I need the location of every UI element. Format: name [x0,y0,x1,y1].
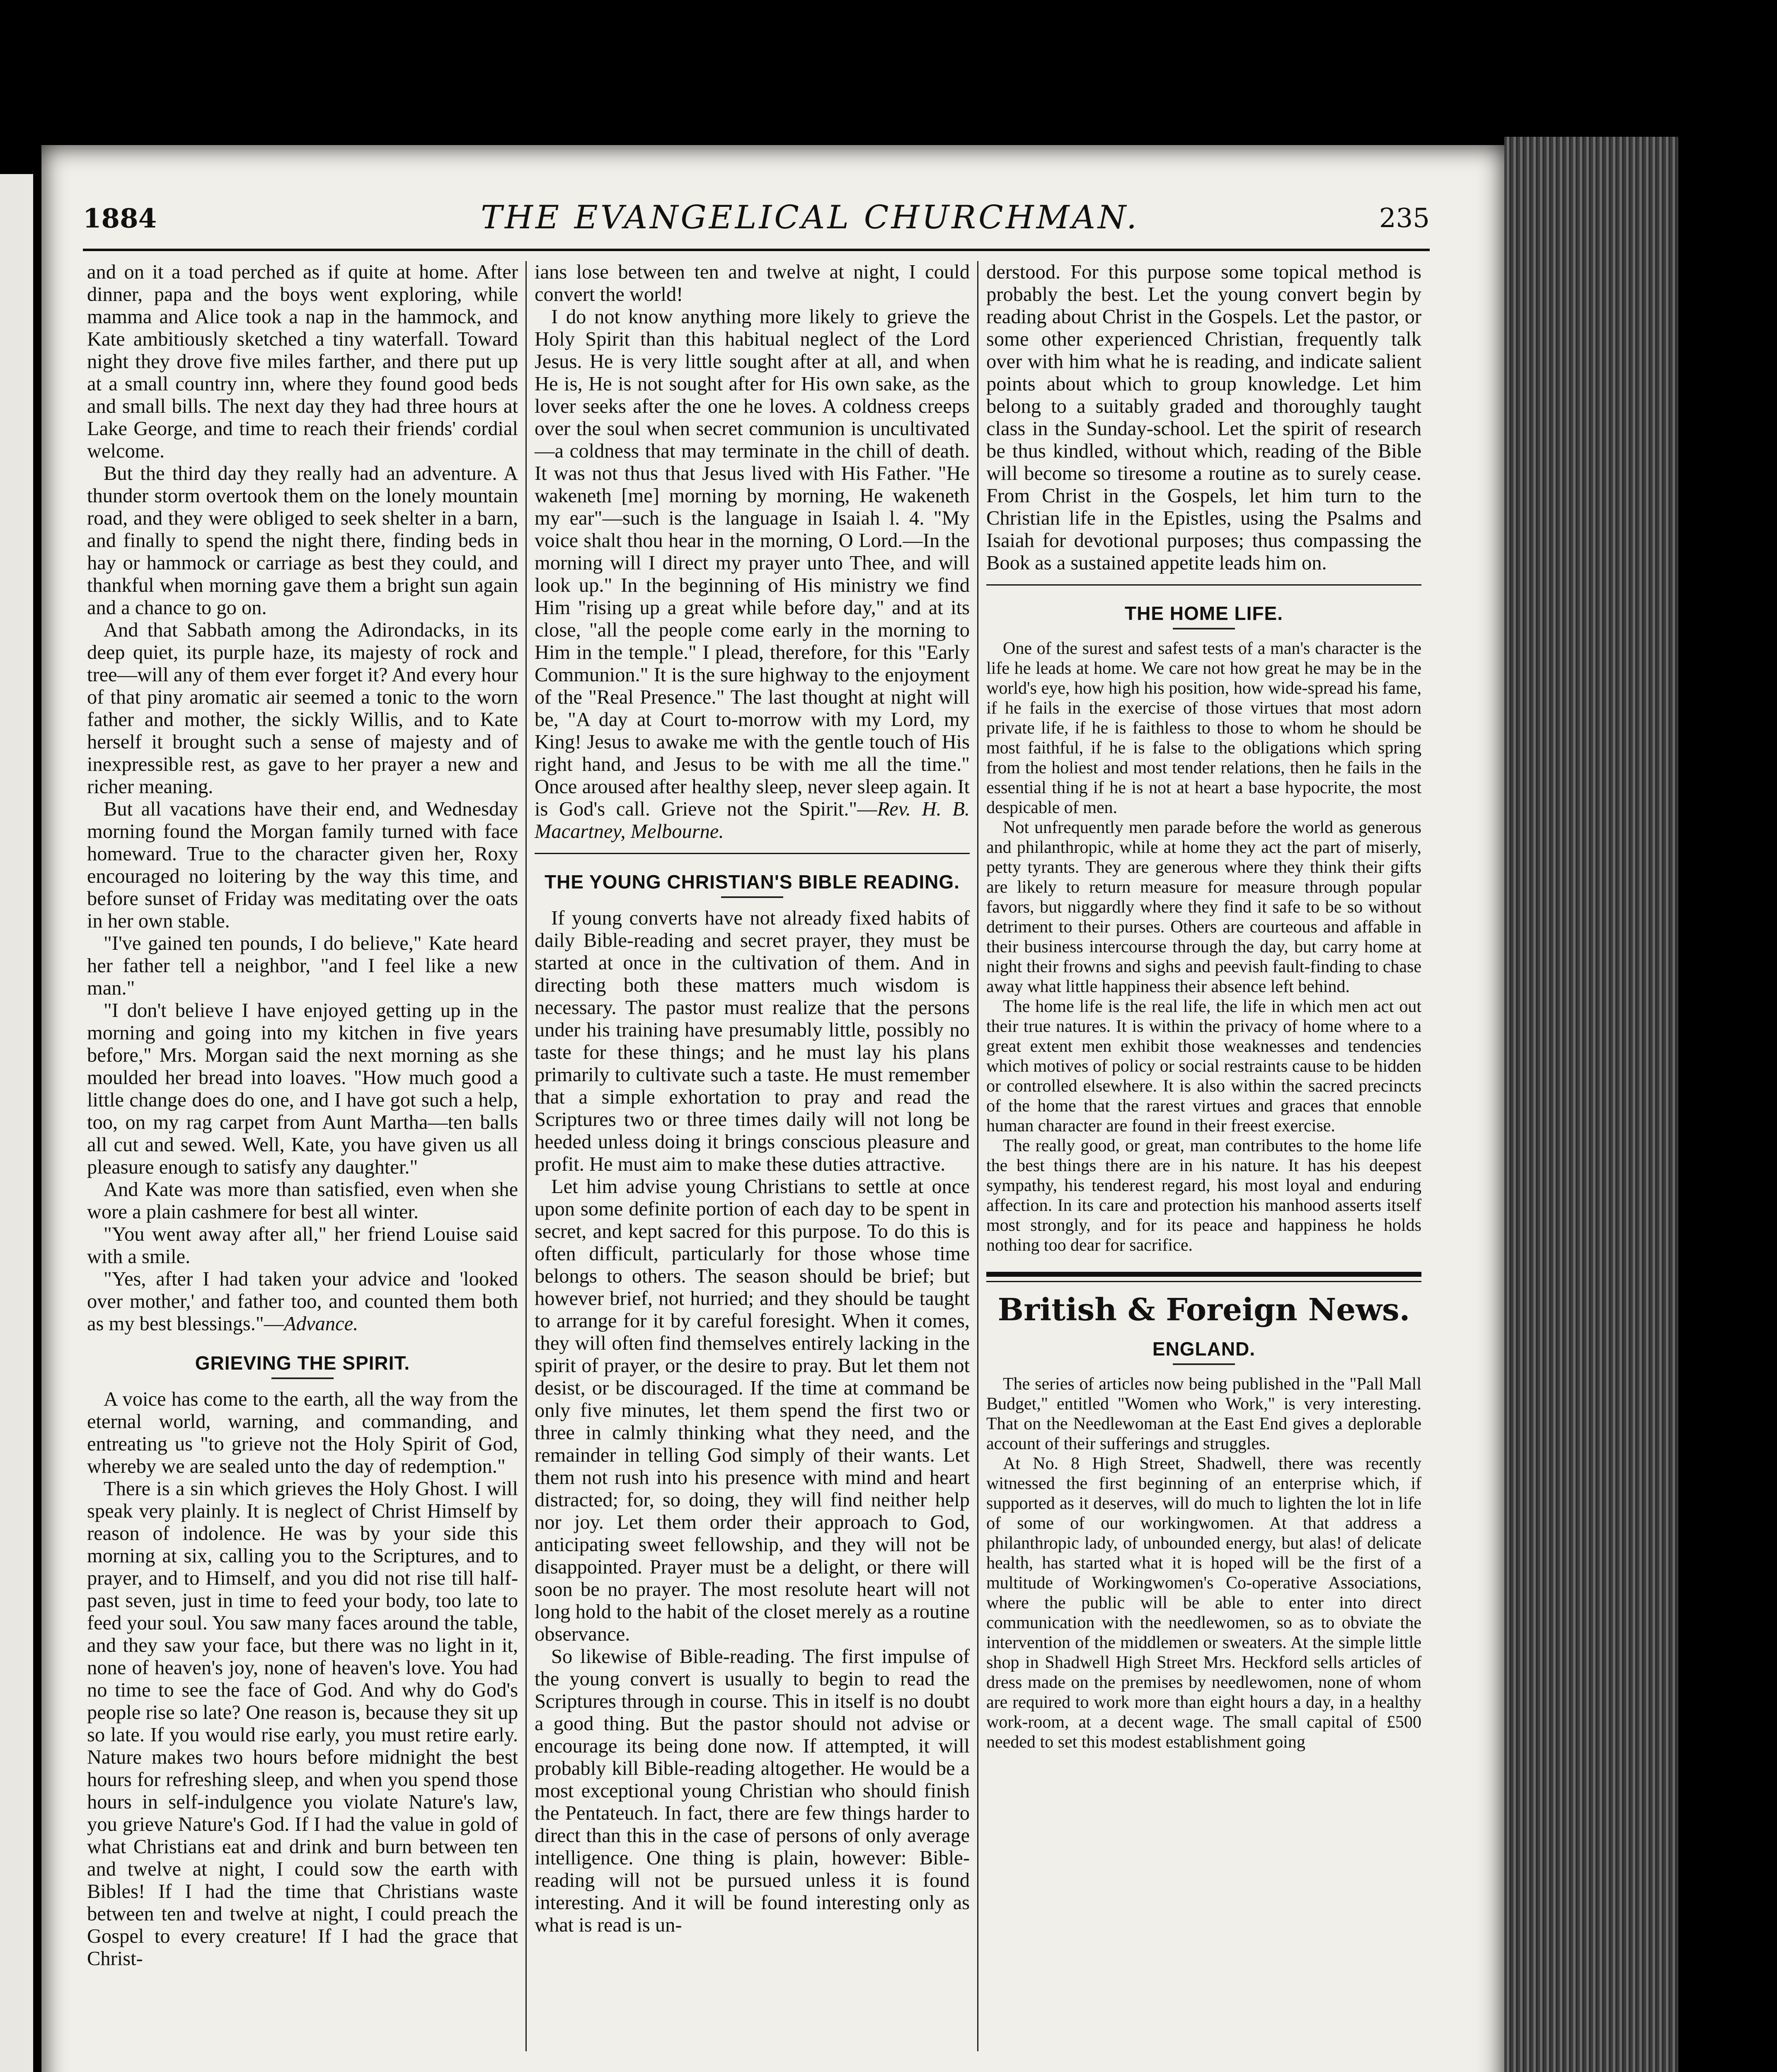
source-attribution: Advance. [284,1313,358,1335]
paragraph: And Kate was more than satisfied, even when she wore a plain cashmere for best all winter. [87,1179,518,1223]
paragraph: Let him advise young Christians to settle at once upon some definite portion of each day to be spent in secret, and kept sacred for this purpose. To do this is often difficult, particularly for those whose time belongs to others. The season should be brief; but however brief, not hurried; and they should be taught to arrange for it by careful foresight. When it comes, they will often find themselves entirely lacking in the spirit of prayer, or the desire to pray. But let them not desist, or be discouraged. If the time at command be only five minutes, let them spend the first two or three in calmly thinking what they need, and the remainder in telling God simply of their wants. Let them not rush into his presence with mind and heart distracted; for, so doing, they will find neither help nor joy. Let them order their approach to God, anticipating sweet fellowship, and they will not be disappointed. Prayer must be a delight, or there will soon be no prayer. The most resolute heart will not long hold to the habit of the closet merely as a routine observance. [535,1176,970,1645]
heading-rule [721,896,783,898]
header-page-number: 235 [1379,203,1430,234]
paragraph: "I've gained ten pounds, I do believe," Kate heard her father tell a neighbor, "and I feel like a new man." [87,932,518,999]
book-page-edges [1504,137,1678,2072]
heading-rule [271,1377,334,1379]
heading-rule [1173,628,1235,629]
source-attribution: Rev. H. B. Macartney, Melbourne. [535,798,970,842]
paragraph: The series of articles now being published in the "Pall Mall Budget," entitled "Women who Work," is very interesting. That on the Needlewoman at the East End gives a deplorable account of their sufferings and struggles. [986,1375,1421,1453]
subsection-heading: ENGLAND. [1152,1338,1256,1360]
paragraph: and on it a toad perched as if quite at home. After dinner, papa and the boys went exploring, while mamma and Alice took a nap in the hammock, and Kate ambitiously sketched a tiny waterfall. Toward night they drove five miles farther, and there put up at a small country inn, where they found good beds and small bills. The next day they had three hours at Lake George, and time to reach their friends' cordial welcome. [87,261,518,462]
running-header [83,195,1430,240]
header-title: THE EVANGELICAL CHURCHMAN. [481,199,1139,236]
paragraph: "I don't believe I have enjoyed getting up in the morning and going into my kitchen in five years before," Mrs. Morgan said the next morning as she moulded her bread into loaves. "How much good a little change does do one, and I have got such a help, too, on my rag carpet from Aunt Martha—ten balls all cut and sewed. Well, Kate, you have given us all pleasure enough to satisfy any daughter." [87,1000,518,1178]
paragraph: derstood. For this purpose some topical method is probably the best. Let the young convert begin by reading about Christ in the Gospels. Let the pastor, or some other experienced Christian, frequently talk over with him what he is reading, and indicate salient points about which to group knowledge. Let him belong to a suitably graded and thoroughly taught class in the Sunday-school. Let the spirit of research be thus kindled, without which, reading of the Bible will become so tiresome a routine as to surely cease. From Christ in the Gospels, let him turn to the Christian life in the Epistles, using the Psalms and Isaiah for devotional purposes; thus compassing the Book as a sustained appetite leads him on. [986,261,1421,574]
paragraph [87,1268,518,1335]
paragraph: But the third day they really had an adventure. A thunder storm overtook them on the lonely mountain road, and they were obliged to seek shelter in a barn, and finally to spend the night there, finding beds in hay or hammock or carriage as best they could, and thankful when morning gave them a bright sun again and a chance to go on. [87,462,518,619]
news-rule-thick [986,1272,1421,1277]
news-heading: British & Foreign News. [997,1292,1410,1328]
paragraph: There is a sin which grieves the Holy Ghost. I will speak very plainly. It is neglect of Christ Himself by reason of indolence. He was by your side this morning at six, calling you to the Scriptures, and to prayer, and to Himself, and you did not rise till half-past seven, just in time to feed your body, too late to feed your soul. You saw many faces around the table, and they saw your face, but there was no light in it, none of heaven's joy, none of heaven's love. You had no time to see the face of God. And why do God's people rise so late? One reason is, because they sit up so late. If you would rise early, you must retire early. Nature makes two hours before midnight the best hours for refreshing sleep, and when you spend those hours in self-indulgence you violate Nature's law, you grieve Nature's God. If I had the value in gold of what Christians eat and drink and burn between ten and twelve at night, I could sow the earth with Bibles! If I had the time that Christians waste between ten and twelve at night, I could preach the Gospel to every creature! If I had the grace that Christ- [87,1478,518,1970]
paragraph: But all vacations have their end, and Wednesday morning found the Morgan family turned with face homeward. True to the character given her, Roxy encouraged no loitering by the way this time, and before sunset of Friday was meditating over the oats in her own stable. [87,798,518,932]
column-rule-2 [977,261,978,2051]
paragraph-text: "Yes, after I had taken your advice and 'looked over mother,' and father too, and counted them both as my best blessings."— [87,1268,518,1335]
paragraph: So likewise of Bible-reading. The first impulse of the young convert is usually to begin to read the Scriptures through in course. This in itself is no doubt a good thing. But the pastor should not advise or encourage its being done now. If attempted, it will probably kill Bible-reading altogether. He would be a most exceptional young Christian who should finish the Pentateuch. In fact, there are few things harder to direct than this in the case of persons of only average intelligence. One thing is plain, however: Bible-reading will not be pursued unless it is found interesting. And it will be found interesting only as what is read is un- [535,1646,970,1936]
paragraph: At No. 8 High Street, Shadwell, there was recently witnessed the first beginning of an enterprise which, if supported as it deserves, will do much to lighten the lot in life of some of our workingwomen. At that address a philanthropic lady, of unbounded energy, but alas! of delicate health, has started what it is hoped will be the first of a multitude of Workingwomen's Co-operative Associations, where the public will be able to enter into direct communication with the needlewomen, so as to obviate the intervention of the middlemen or sweaters. At the simple little shop in Shadwell High Street Mrs. Heckford sells articles of dress made on the premises by needlewomen, none of whom are required to work more than eight hours a day, in a healthy work-room, at a decent wage. The small capital of £500 needed to set this modest establishment going [986,1454,1421,1752]
paragraph: The home life is the real life, the life in which men act out their true natures. It is within the privacy of home where to a great extent men exhibit those weaknesses and tendencies which motives of policy or social restraints cause to be hidden or controlled elsewhere. It is also within the sacred precincts of the home that the rarest virtues and graces that ennoble human character are found in their freest exercise. [986,997,1421,1135]
paragraph: ians lose between ten and twelve at night, I could convert the world! [535,261,970,305]
paragraph: Not unfrequently men parade before the world as generous and philanthropic, while at home they act the part of miserly, petty tyrants. They are generous where they think their gifts are likely to return measure for measure through popular favors, but niggardly where they find it safe to be so without detriment to their purses. Others are courteous and affable in their business intercourse through the day, but carry home at night their frowns and sighs and peevish fault-finding to chase away what little happiness their absence left behind. [986,818,1421,996]
section-heading: THE YOUNG CHRISTIAN'S BIBLE READING. [545,871,960,893]
header-year: 1884 [83,203,157,234]
paragraph: The really good, or great, man contributes to the home life the best things there are in his nature. It has his deepest sympathy, his tenderest regard, his most loyal and enduring affection. In its care and protection his manhood asserts itself most strongly, and for its peace and happiness he holds nothing too dear for sacrifice. [986,1136,1421,1255]
section-heading: THE HOME LIFE. [1125,603,1283,624]
column-rule-1 [525,261,527,2051]
paragraph: A voice has come to the earth, all the way from the eternal world, warning, and commanding, and entreating us "to grieve not the Holy Spirit of God, whereby we are sealed unto the day of redemption." [87,1388,518,1477]
column-1 [87,261,518,1970]
section-rule [535,853,970,854]
adjacent-page-edge [0,174,33,2072]
section-rule [986,584,1421,586]
header-rule [83,249,1430,251]
paragraph: One of the surest and safest tests of a man's character is the life he leads at home. We care not how great he may be in the world's eye, how high his position, how wide-spread his fame, if he fails in the exercise of those virtues that most adorn private life, if he is faithless to those to whom he should be most faithful, if he is false to the obligations which spring from the holiest and most tender relations, then he fails in the essential thing if he is not at heart a base hypocrite, the most despicable of men. [986,639,1421,817]
paragraph: "You went away after all," her friend Louise said with a smile. [87,1223,518,1268]
paragraph: If young converts have not already fixed habits of daily Bible-reading and secret prayer, they must be started at once in the cultivation of them. And in directing both these matters much wisdom is necessary. The pastor must realize that the persons under his training have presumably little, possibly no taste for these things; and he must lay his plans primarily to cultivate such a taste. He must remember that a simple exhortation to pray and read the Scriptures two or three times daily will not long be heeded unless doing it brings conscious pleasure and profit. He must aim to make these duties attractive. [535,907,970,1175]
heading-rule [1173,1363,1235,1365]
news-rule-thin [986,1281,1421,1282]
paragraph [535,306,970,843]
column-2 [535,261,970,1936]
column-3 [986,261,1421,1752]
section-heading: GRIEVING THE SPIRIT. [195,1352,410,1374]
paragraph-text: I do not know anything more likely to grieve the Holy Spirit than this habitual neglect of the Lord Jesus. He is very little sought after at all, and when He is, He is not sought after for His own sake, as the lover seeks after the one he loves. A coldness creeps over the soul when secret communion is uncultivated—a coldness that may terminate in the chill of death. It was not thus that Jesus lived with His Father. "He wakeneth [me] morning by morning, He wakeneth my ear"—such is the language in Isaiah l. 4. "My voice shalt thou hear in the morning, O Lord.—In the morning will I direct my prayer unto Thee, and will look up." In the beginning of His ministry we find Him "rising up a great while before day," and at its close, "all the people come early in the morning to Him in the temple." I plead, therefore, for this "Early Communion." It is the sure highway to the enjoyment of the "Real Presence." The last thought at night will be, "A day at Court to-morrow with my Lord, my King! Jesus to awake me with the gentle touch of His right hand, and Jesus to be with me all the time." Once aroused after healthy sleep, never sleep again. It is God's call. Grieve not the Spirit."— [535,306,970,820]
paragraph: And that Sabbath among the Adirondacks, in its deep quiet, its purple haze, its majesty of rock and tree—will any of them ever forget it? And every hour of that piny aromatic air seemed a tonic to the worn father and mother, the sickly Willis, and to Kate herself it brought such a sense of majesty and of inexpressible rest, as gave to her prayer a new and richer meaning. [87,619,518,798]
